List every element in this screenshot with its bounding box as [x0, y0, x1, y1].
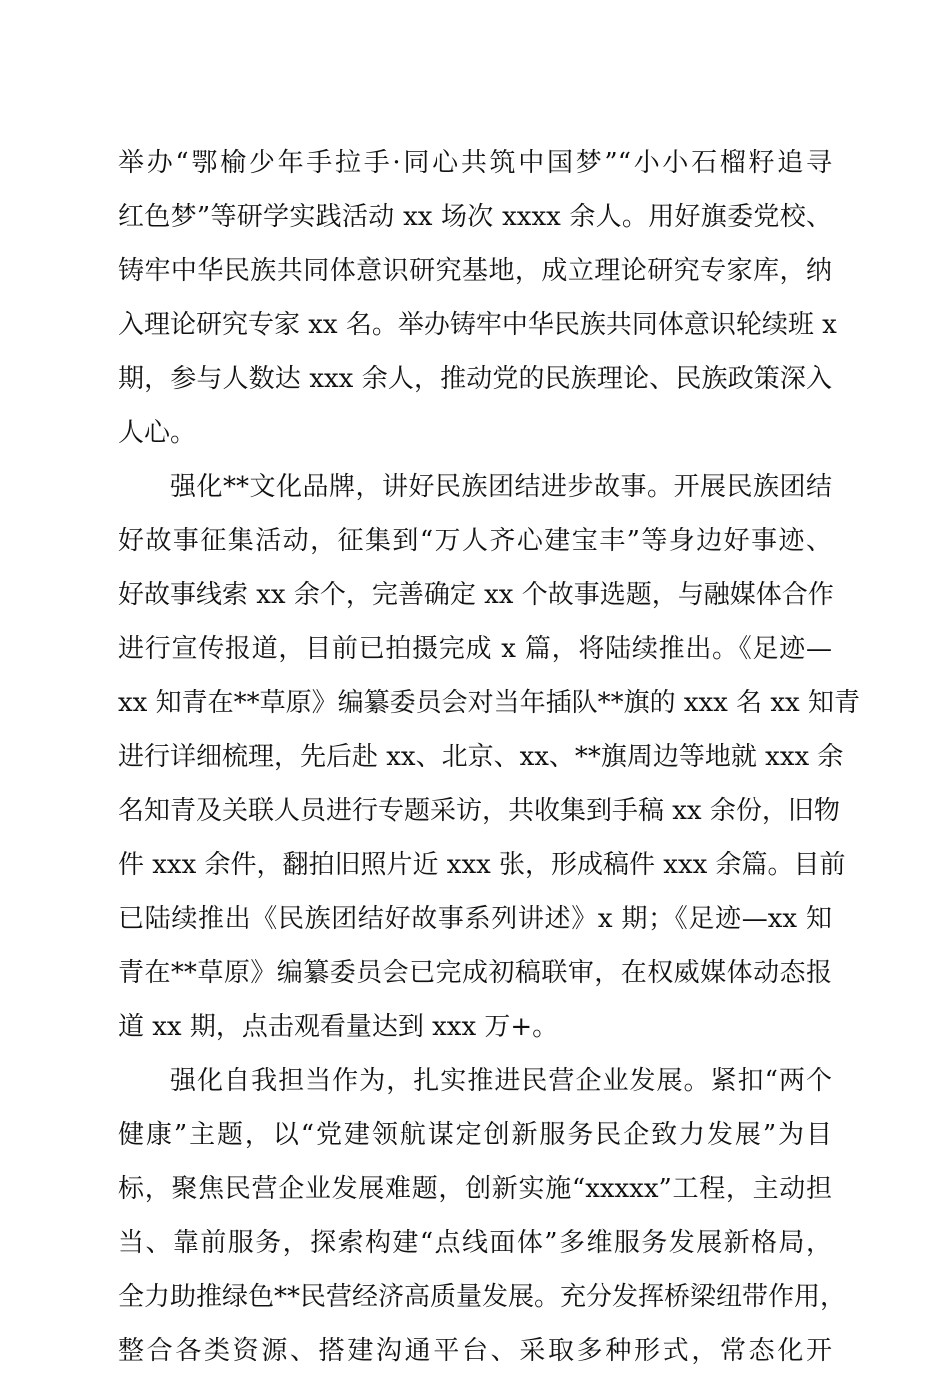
- paragraph-line: 名知青及关联人员进行专题采访，共收集到手稿 xx 余份，旧物: [118, 796, 840, 826]
- paragraph-line: 举办“鄂榆少年手拉手·同心共筑中国梦”“小小石榴籽追寻: [118, 148, 832, 178]
- paragraph-2: [118, 460, 860, 1054]
- paragraph-line: 道 xx 期，点击观看量达到 xxx 万+。: [118, 1012, 559, 1042]
- document-body: [118, 136, 860, 1378]
- paragraph-1: [118, 136, 837, 460]
- paragraph-line: 整合各类资源、搭建沟通平台、采取多种形式，常态化开: [118, 1336, 832, 1366]
- paragraph-line: 当、靠前服务，探索构建“点线面体”多维服务发展新格局，: [118, 1228, 832, 1258]
- paragraph-line: 好故事线索 xx 余个，完善确定 xx 个故事选题，与融媒体合作: [118, 580, 834, 610]
- paragraph-line: 期，参与人数达 xxx 余人，推动党的民族理论、民族政策深入: [118, 364, 832, 394]
- paragraph-line: 已陆续推出《民族团结好故事系列讲述》x 期；《足迹—xx 知: [118, 904, 832, 934]
- paragraph-line: 好故事征集活动，征集到“万人齐心建宝丰”等身边好事迹、: [118, 526, 832, 556]
- paragraph-line: 件 xxx 余件，翻拍旧照片近 xxx 张，形成稿件 xxx 余篇。目前: [118, 850, 846, 880]
- paragraph-line: 红色梦”等研学实践活动 xx 场次 xxxx 余人。用好旗委党校、: [118, 202, 832, 232]
- paragraph-line: 铸牢中华民族共同体意识研究基地，成立理论研究专家库，纳: [118, 256, 832, 286]
- paragraph-line: 全力助推绿色**民营经济高质量发展。充分发挥桥梁纽带作用，: [118, 1282, 847, 1312]
- paragraph-3: [118, 1054, 847, 1378]
- paragraph-line: 入理论研究专家 xx 名。举办铸牢中华民族共同体意识轮续班 x: [118, 310, 837, 340]
- paragraph-line: 强化自我担当作为，扎实推进民营企业发展。紧扣“两个: [170, 1066, 832, 1096]
- paragraph-line: 进行详细梳理，先后赴 xx、北京、xx、**旗周边等地就 xxx 余: [118, 742, 844, 772]
- paragraph-line: 进行宣传报道，目前已拍摄完成 x 篇，将陆续推出。《足迹—: [118, 634, 832, 664]
- paragraph-line: 青在**草原》编纂委员会已完成初稿联审，在权威媒体动态报: [118, 958, 832, 988]
- paragraph-line: 强化**文化品牌，讲好民族团结进步故事。开展民族团结: [170, 472, 832, 502]
- paragraph-line: 人心。: [118, 418, 197, 448]
- paragraph-line: 健康”主题，以“党建领航谋定创新服务民企致力发展”为目: [118, 1120, 832, 1150]
- paragraph-line: 标，聚焦民营企业发展难题，创新实施“xxxxx”工程，主动担: [118, 1174, 832, 1204]
- paragraph-line: xx 知青在**草原》编纂委员会对当年插队**旗的 xxx 名 xx 知青: [118, 688, 860, 718]
